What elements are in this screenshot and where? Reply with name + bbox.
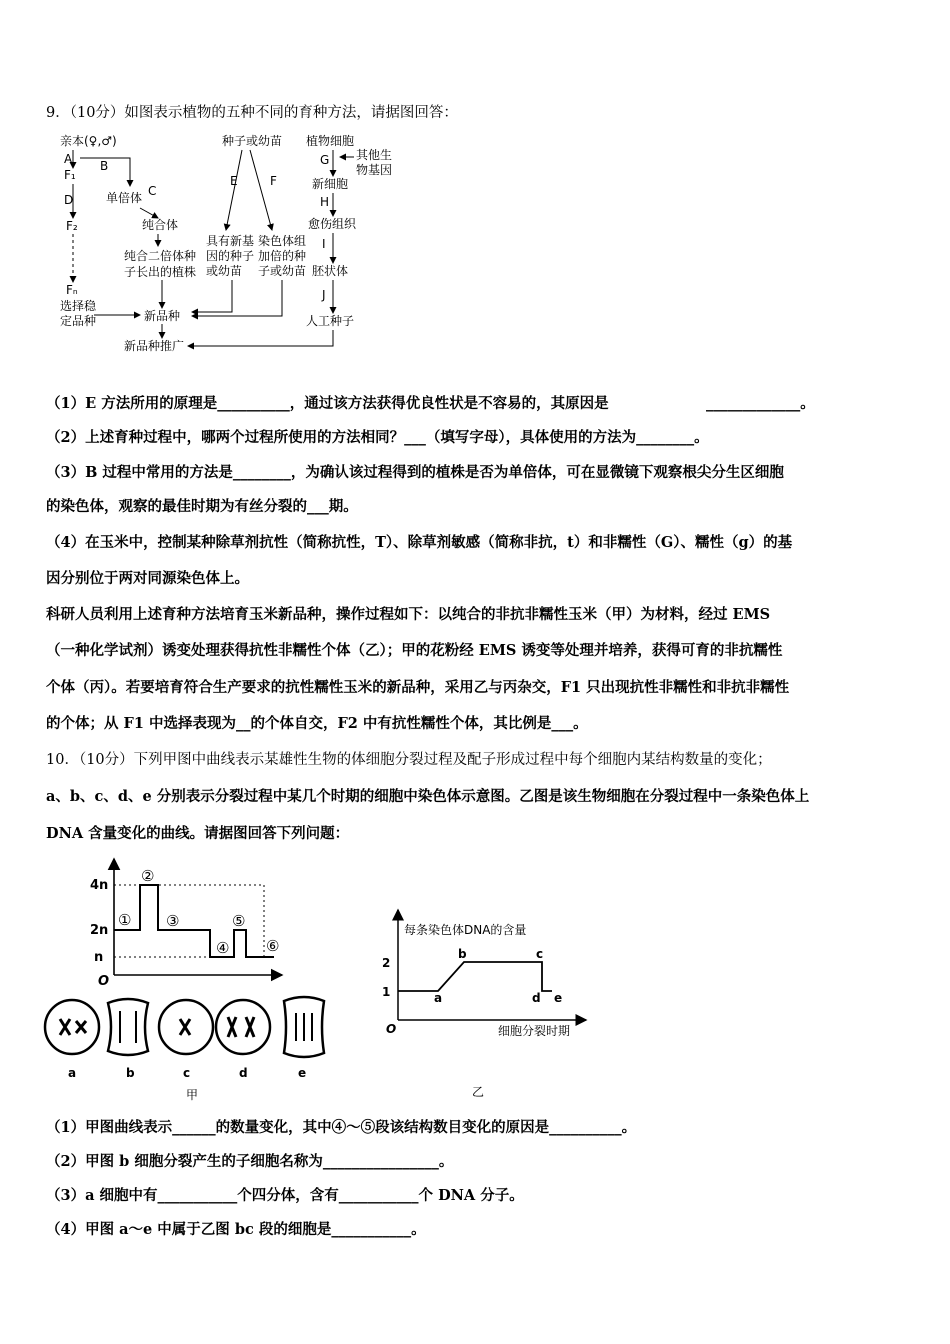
dg-newcell: 新细胞 — [312, 177, 349, 191]
dg-haploid: 单倍体 — [106, 191, 143, 205]
jia-seg-3: ③ — [166, 912, 180, 930]
q9-p3: 个体（丙）。若要培育符合生产要求的抗性糯性玉米的新品种，采用乙与丙杂交，F1 只出现抗性非糯性和非抗非糯性 — [46, 679, 790, 696]
yi-y-1: 1 — [382, 985, 391, 999]
dg-othergene2: 物基因 — [356, 163, 393, 177]
q9-s4b: 因分别位于两对同源染色体上。 — [46, 570, 249, 587]
cell-d — [216, 1000, 270, 1054]
q9-header: 9．（10分）如图表示植物的五种不同的育种方法，请据图回答： — [46, 105, 458, 121]
jia-seg-1: ① — [118, 911, 132, 929]
dg-B: B — [100, 159, 109, 173]
figure-jia — [40, 855, 340, 1105]
jia-caption: 甲 — [186, 1088, 199, 1102]
cell-label-b: b — [126, 1066, 135, 1080]
q9-s1b: _____________。 — [706, 395, 815, 412]
q9-p4: 的个体；从 F1 中选择表现为__的个体自交，F2 中有抗性糯性个体，其比例是___。 — [46, 715, 588, 732]
dg-newvariety: 新品种 — [144, 309, 181, 323]
yi-pt-e: e — [554, 991, 563, 1005]
jia-seg-6: ⑥ — [266, 937, 280, 955]
yi-xlabel: 细胞分裂时期 — [498, 1024, 571, 1038]
dg-E: E — [230, 174, 238, 188]
figure-yi — [380, 900, 610, 1100]
dg-D: D — [64, 193, 74, 207]
dg-promote: 新品种推广 — [124, 339, 185, 353]
dg-Fn: Fₙ — [66, 283, 78, 297]
dg-chrom2: 加倍的种 — [258, 249, 307, 263]
cell-a — [45, 1000, 99, 1054]
yi-caption: 乙 — [472, 1085, 485, 1099]
dg-newgene1: 具有新基 — [206, 234, 255, 248]
cell-label-d: d — [239, 1066, 248, 1080]
q9-s3b: 的染色体，观察的最佳时期为有丝分裂的___期。 — [46, 498, 358, 515]
dg-embryo: 胚状体 — [312, 264, 349, 278]
dg-pure: 纯合体 — [142, 218, 179, 232]
cell-label-e: e — [298, 1066, 307, 1080]
yi-pt-d: d — [532, 991, 541, 1005]
dg-othergene1: 其他生 — [356, 148, 393, 162]
dg-artseed: 人工种子 — [306, 314, 355, 328]
dg-plantcell: 植物细胞 — [306, 134, 355, 148]
yi-pt-b: b — [458, 947, 467, 961]
q10-h3: DNA 含量变化的曲线。请据图回答下列问题： — [46, 825, 350, 842]
dg-F2: F₂ — [66, 219, 78, 233]
dg-G: G — [320, 153, 330, 167]
dg-select2: 定品种 — [60, 314, 97, 328]
dg-select1: 选择稳 — [60, 299, 97, 313]
dg-chrom1: 染色体组 — [258, 234, 307, 248]
q9-p1: 科研人员利用上述育种方法培育玉米新品种，操作过程如下：以纯合的非抗非糯性玉米（甲）为材料，经过 EMS — [46, 606, 771, 623]
dg-parent: 亲本(♀,♂) — [60, 134, 117, 148]
cell-b — [108, 999, 148, 1055]
q9-s4a: （4）在玉米中，控制某种除草剂抗性（简称抗性，T）、除草剂敏感（简称非抗，t）和非糯性（G）、糯性（g）的基 — [46, 534, 793, 551]
breeding-diagram — [50, 128, 410, 360]
yi-origin: O — [386, 1022, 397, 1036]
q10-h1: 10．（10分）下列甲图中曲线表示某雄性生物的体细胞分裂过程及配子形成过程中每个细胞内某结构数量的变化； — [46, 752, 772, 768]
yi-title: 每条染色体DNA的含量 — [404, 923, 527, 937]
q10-s4: （4）甲图 a～e 中属于乙图 bc 段的细胞是___________。 — [46, 1221, 426, 1238]
jia-seg-2: ② — [141, 867, 155, 885]
dg-newgene2: 因的种子 — [206, 249, 255, 263]
q10-h2: a、b、c、d、e 分别表示分裂过程中某几个时期的细胞中染色体示意图。乙图是该生物细胞在分裂过程中一条染色体上 — [46, 788, 810, 805]
jia-y-2n: 2n — [90, 923, 109, 938]
cell-label-c: c — [183, 1066, 191, 1080]
q10-s2: （2）甲图 b 细胞分裂产生的子细胞名称为________________。 — [46, 1153, 454, 1170]
dg-J: J — [322, 288, 326, 302]
dg-diploid2: 子长出的植株 — [124, 265, 197, 279]
dg-F1: F₁ — [64, 168, 76, 182]
dg-newgene3: 或幼苗 — [206, 264, 243, 278]
yi-pt-c: c — [536, 947, 544, 961]
dg-A: A — [64, 152, 73, 166]
q10-s3: （3）a 细胞中有___________个四分体，含有___________个 DNA 分子。 — [46, 1187, 524, 1204]
jia-origin: O — [98, 974, 110, 989]
dg-callus: 愈伤组织 — [308, 217, 357, 231]
q9-p2: （一种化学试剂）诱变处理获得抗性非糯性个体（乙）；甲的花粉经 EMS 诱变等处理并培养，获得可育的非抗糯性 — [46, 642, 783, 659]
dg-F: F — [270, 174, 277, 188]
jia-y-4n: 4n — [90, 878, 109, 893]
q9-s1a: （1）E 方法所用的原理是__________，通过该方法获得优良性状是不容易的，其原因是 — [46, 395, 609, 412]
cell-label-a: a — [68, 1066, 77, 1080]
dg-C: C — [148, 184, 157, 198]
dg-seed: 种子或幼苗 — [222, 134, 283, 148]
dg-H: H — [320, 195, 330, 209]
jia-seg-5: ⑤ — [232, 912, 246, 930]
q9-s2: （2）上述育种过程中，哪两个过程所使用的方法相同？___（填写字母），具体使用的方法为________。 — [46, 429, 709, 446]
jia-seg-4: ④ — [216, 939, 230, 957]
q10-s1: （1）甲图曲线表示______的数量变化，其中④～⑤段该结构数目变化的原因是__________。 — [46, 1119, 637, 1136]
yi-pt-a: a — [434, 991, 443, 1005]
dg-I: I — [322, 237, 326, 251]
dg-diploid1: 纯合二倍体种 — [124, 249, 197, 263]
dg-chrom3: 子或幼苗 — [258, 264, 307, 278]
yi-y-2: 2 — [382, 956, 391, 970]
q9-s3a: （3）B 过程中常用的方法是________，为确认该过程得到的植株是否为单倍体，可在显微镜下观察根尖分生区细胞 — [46, 464, 784, 481]
jia-y-n: n — [94, 950, 104, 965]
